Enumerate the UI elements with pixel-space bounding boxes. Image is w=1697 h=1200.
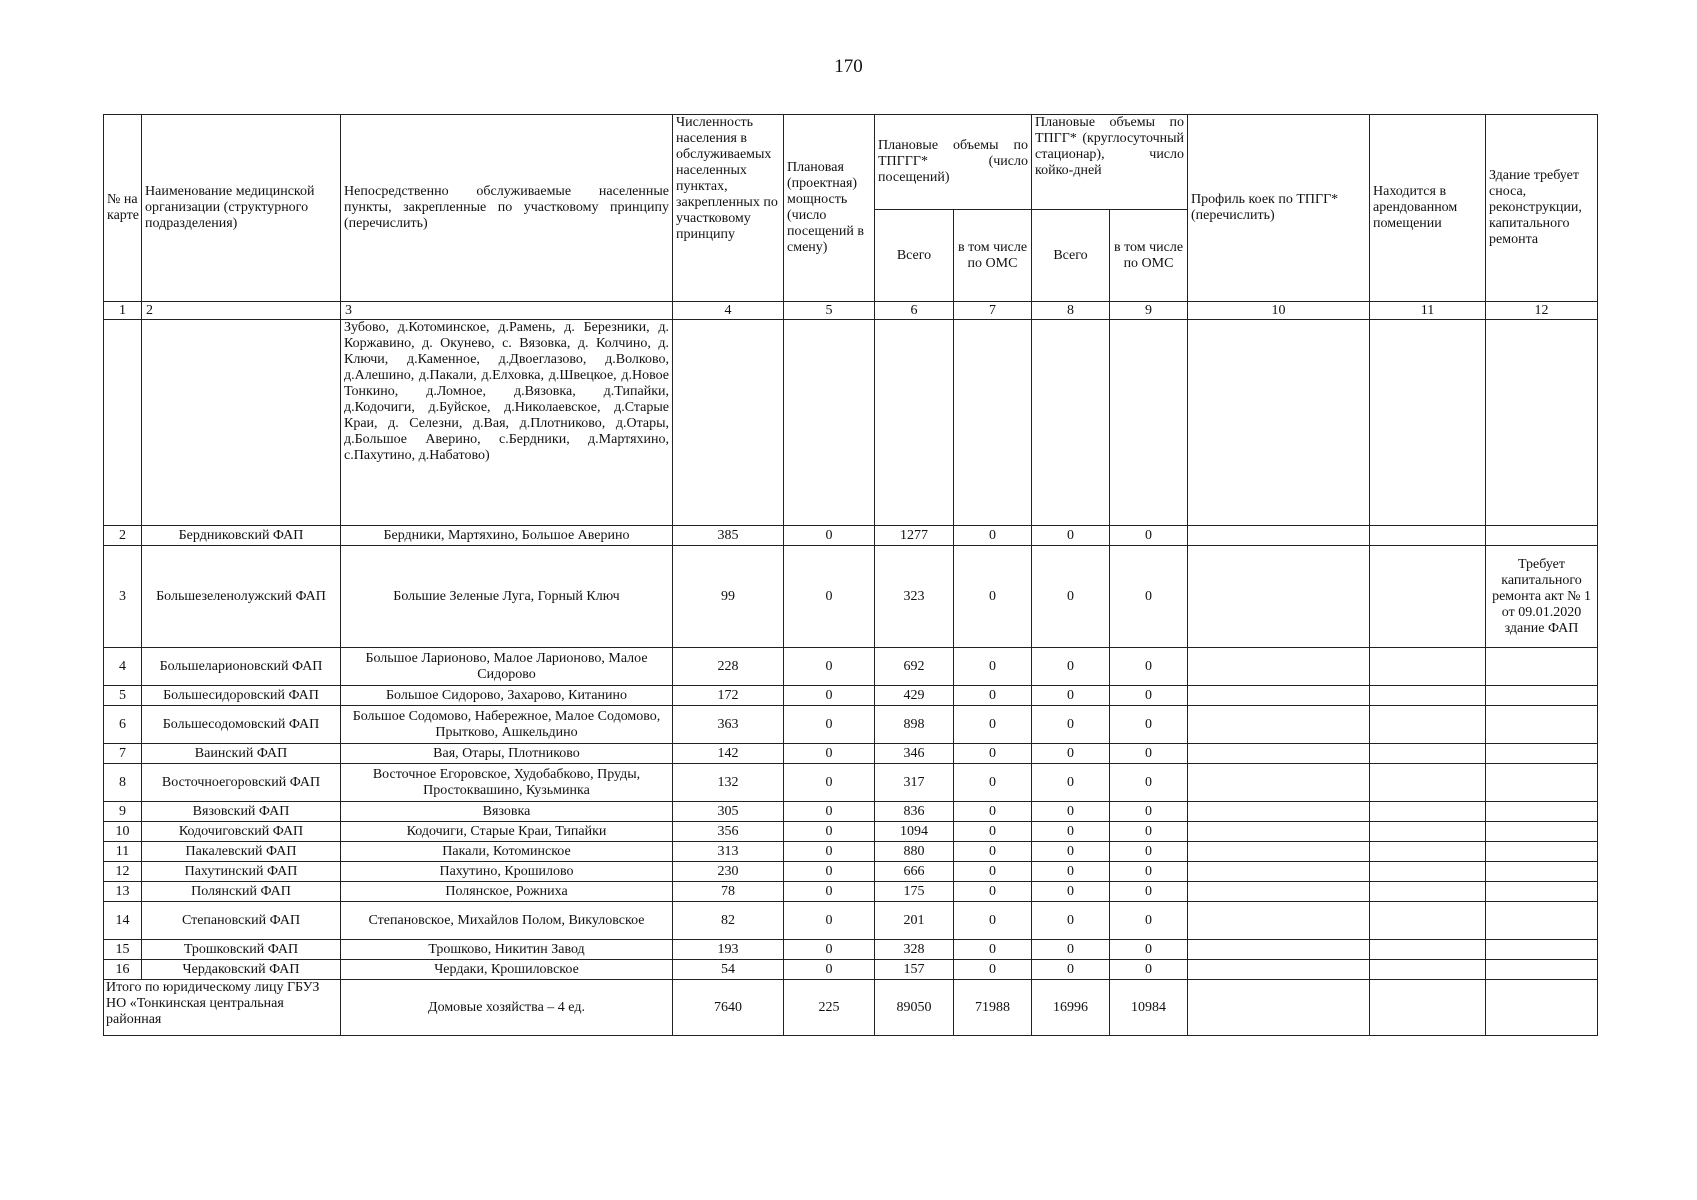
capacity-cell: 0 <box>784 526 875 546</box>
population-cell: 193 <box>673 940 784 960</box>
profile-cell <box>1188 862 1370 882</box>
visits-oms-cell: 0 <box>954 526 1032 546</box>
visits-oms-cell: 0 <box>954 706 1032 744</box>
population-cell: 78 <box>673 882 784 902</box>
table-row <box>104 546 1598 648</box>
visits-oms-cell: 0 <box>954 546 1032 648</box>
col-number: 10 <box>1188 302 1370 320</box>
facility-name: Ваинский ФАП <box>142 744 341 764</box>
col-number: 8 <box>1032 302 1110 320</box>
total-visits-oms: 71988 <box>954 980 1032 1036</box>
visits-oms-cell: 0 <box>954 902 1032 940</box>
table-row <box>104 842 1598 862</box>
facility-name: Бердниковский ФАП <box>142 526 341 546</box>
settlements-cell: Пакали, Котоминское <box>341 842 673 862</box>
building-cell <box>1486 686 1598 706</box>
profile-cell <box>1188 546 1370 648</box>
col-number: 4 <box>673 302 784 320</box>
visits-cell: 175 <box>875 882 954 902</box>
rented-cell <box>1370 686 1486 706</box>
rented-cell <box>1370 842 1486 862</box>
beddays-oms-cell: 0 <box>1110 960 1188 980</box>
capacity-cell: 0 <box>784 802 875 822</box>
settlements-cell: Степановское, Михайлов Полом, Викуловское <box>341 902 673 940</box>
beddays-cell: 0 <box>1032 706 1110 744</box>
capacity-cell: 0 <box>784 902 875 940</box>
population-cell: 228 <box>673 648 784 686</box>
facility-name: Большеларионовский ФАП <box>142 648 341 686</box>
beddays-oms-cell: 0 <box>1110 526 1188 546</box>
facility-name: Большезеленолужский ФАП <box>142 546 341 648</box>
profile-cell <box>1188 764 1370 802</box>
facility-name: Восточноегоровский ФАП <box>142 764 341 802</box>
capacity-cell: 0 <box>784 686 875 706</box>
capacity-cell: 0 <box>784 842 875 862</box>
profile-cell <box>1188 648 1370 686</box>
total-label: Итого по юридическому лицу ГБУЗ НО «Тонкинская центральная районная <box>104 980 341 1036</box>
total-beddays-oms: 10984 <box>1110 980 1188 1036</box>
facility-name: Пахутинский ФАП <box>142 862 341 882</box>
beddays-oms-cell: 0 <box>1110 686 1188 706</box>
capacity-cell: 0 <box>784 882 875 902</box>
col-number: 12 <box>1486 302 1598 320</box>
visits-cell: 201 <box>875 902 954 940</box>
facility-name: Чердаковский ФАП <box>142 960 341 980</box>
population-cell: 230 <box>673 862 784 882</box>
capacity-cell: 0 <box>784 960 875 980</box>
beddays-oms-cell: 0 <box>1110 764 1188 802</box>
col-number: 3 <box>341 302 673 320</box>
population-cell: 142 <box>673 744 784 764</box>
facility-name: Кодочиговский ФАП <box>142 822 341 842</box>
visits-oms-cell: 0 <box>954 882 1032 902</box>
row-num: 2 <box>104 526 142 546</box>
beddays-cell: 0 <box>1032 842 1110 862</box>
capacity-cell: 0 <box>784 764 875 802</box>
beddays-cell: 0 <box>1032 902 1110 940</box>
row-num: 8 <box>104 764 142 802</box>
rented-cell <box>1370 882 1486 902</box>
beddays-cell: 0 <box>1032 822 1110 842</box>
visits-oms-cell: 0 <box>954 744 1032 764</box>
settlements-cell: Большое Сидорово, Захарово, Китанино <box>341 686 673 706</box>
population-cell: 305 <box>673 802 784 822</box>
visits-oms-cell: 0 <box>954 648 1032 686</box>
facility-name: Вязовский ФАП <box>142 802 341 822</box>
building-cell <box>1486 764 1598 802</box>
building-cell <box>1486 940 1598 960</box>
population-cell: 313 <box>673 842 784 862</box>
beddays-cell: 0 <box>1032 882 1110 902</box>
facilities-table <box>103 114 1598 1036</box>
settlements-cell: Восточное Егоровское, Худобабково, Пруды, Простоквашино, Кузьминка <box>341 764 673 802</box>
beddays-cell: 0 <box>1032 940 1110 960</box>
table-row <box>104 648 1598 686</box>
building-cell <box>1486 842 1598 862</box>
row-num: 11 <box>104 842 142 862</box>
profile-cell <box>1188 744 1370 764</box>
visits-oms-cell: 0 <box>954 842 1032 862</box>
visits-oms-cell: 0 <box>954 822 1032 842</box>
table-row <box>104 526 1598 546</box>
settlements-cell: Большое Ларионово, Малое Ларионово, Малое Сидорово <box>341 648 673 686</box>
building-cell <box>1486 862 1598 882</box>
visits-cell: 692 <box>875 648 954 686</box>
visits-cell: 429 <box>875 686 954 706</box>
rented-cell <box>1370 862 1486 882</box>
row-num: 14 <box>104 902 142 940</box>
facility-name: Трошковский ФАП <box>142 940 341 960</box>
header-visits-total: Всего <box>875 210 954 302</box>
building-cell <box>1486 526 1598 546</box>
visits-cell: 328 <box>875 940 954 960</box>
settlements-cell: Кодочиги, Старые Краи, Типайки <box>341 822 673 842</box>
profile-cell <box>1188 802 1370 822</box>
header-population: Численность населения в обслуживаемых населенных пунктах, закрепленных по участковому принципу <box>673 115 784 302</box>
row-num: 15 <box>104 940 142 960</box>
visits-cell: 880 <box>875 842 954 862</box>
population-cell: 99 <box>673 546 784 648</box>
building-cell: Требует капитального ремонта акт № 1 от 09.01.2020 здание ФАП <box>1486 546 1598 648</box>
profile-cell <box>1188 686 1370 706</box>
rented-cell <box>1370 706 1486 744</box>
beddays-cell: 0 <box>1032 686 1110 706</box>
settlements-cell: Бердники, Мартяхино, Большое Аверино <box>341 526 673 546</box>
col-number: 7 <box>954 302 1032 320</box>
total-row <box>104 980 1598 1036</box>
beddays-oms-cell: 0 <box>1110 862 1188 882</box>
beddays-cell: 0 <box>1032 744 1110 764</box>
total-settlements: Домовые хозяйства – 4 ед. <box>341 980 673 1036</box>
building-cell <box>1486 960 1598 980</box>
settlements-cell: Полянское, Рожниха <box>341 882 673 902</box>
header-settlements: Непосредственно обслуживаемые населенные пункты, закрепленные по участковому принципу (перечислить) <box>341 115 673 302</box>
header-row-1 <box>104 115 1598 210</box>
capacity-cell: 0 <box>784 822 875 842</box>
header-beddays-total: Всего <box>1032 210 1110 302</box>
building-cell <box>1486 706 1598 744</box>
row-num: 13 <box>104 882 142 902</box>
row-num: 9 <box>104 802 142 822</box>
settlements-cell: Большие Зеленые Луга, Горный Ключ <box>341 546 673 648</box>
visits-oms-cell: 0 <box>954 686 1032 706</box>
capacity-cell: 0 <box>784 862 875 882</box>
building-cell <box>1486 802 1598 822</box>
profile-cell <box>1188 902 1370 940</box>
beddays-cell: 0 <box>1032 526 1110 546</box>
rented-cell <box>1370 546 1486 648</box>
facility-name: Степановский ФАП <box>142 902 341 940</box>
facility-name: Большесодомовский ФАП <box>142 706 341 744</box>
table-row <box>104 960 1598 980</box>
table-row <box>104 882 1598 902</box>
total-beddays: 16996 <box>1032 980 1110 1036</box>
rented-cell <box>1370 526 1486 546</box>
population-cell: 356 <box>673 822 784 842</box>
settlements-cell: Чердаки, Крошиловское <box>341 960 673 980</box>
beddays-cell: 0 <box>1032 862 1110 882</box>
total-capacity: 225 <box>784 980 875 1036</box>
beddays-cell: 0 <box>1032 764 1110 802</box>
visits-oms-cell: 0 <box>954 862 1032 882</box>
row-num: 10 <box>104 822 142 842</box>
settlements-cell: Вязовка <box>341 802 673 822</box>
visits-oms-cell: 0 <box>954 764 1032 802</box>
capacity-cell: 0 <box>784 546 875 648</box>
visits-cell: 157 <box>875 960 954 980</box>
settlements-cell: Трошково, Никитин Завод <box>341 940 673 960</box>
beddays-cell: 0 <box>1032 802 1110 822</box>
col-number: 2 <box>142 302 341 320</box>
table-row <box>104 706 1598 744</box>
population-cell: 363 <box>673 706 784 744</box>
beddays-oms-cell: 0 <box>1110 882 1188 902</box>
rented-cell <box>1370 802 1486 822</box>
building-cell <box>1486 648 1598 686</box>
col-number: 9 <box>1110 302 1188 320</box>
beddays-cell: 0 <box>1032 648 1110 686</box>
table-row <box>104 686 1598 706</box>
table-row <box>104 764 1598 802</box>
beddays-oms-cell: 0 <box>1110 706 1188 744</box>
capacity-cell: 0 <box>784 744 875 764</box>
col-number: 5 <box>784 302 875 320</box>
continuation-settlements: Зубово, д.Котоминское, д.Рамень, д. Березники, д. Коржавино, д. Окунево, с. Вязовка, д. Колчино, д. Ключи, д.Каменное, д.Двоеглазово, д.Волково, д.Алешино, д.Пакали, д.Елховка, д.Швецкое, д.Новое Тонкино, д.Ломное, д.Вязовка, д.Типайки, д.Кодочиги, д.Буйское, д.Николаевское, д.Старые Краи, д. Селезни, д.Вая, д.Плотниково, д.Отары, д.Большое Аверино, с.Бердники, д.Мартяхино, с.Пахутино, д.Набатово) <box>341 320 673 526</box>
table-row <box>104 902 1598 940</box>
row-num: 6 <box>104 706 142 744</box>
population-cell: 385 <box>673 526 784 546</box>
capacity-cell: 0 <box>784 940 875 960</box>
beddays-oms-cell: 0 <box>1110 940 1188 960</box>
beddays-oms-cell: 0 <box>1110 744 1188 764</box>
profile-cell <box>1188 960 1370 980</box>
header-rented: Находится в арендованном помещении <box>1370 115 1486 302</box>
continuation-row <box>104 320 1598 526</box>
visits-cell: 317 <box>875 764 954 802</box>
rented-cell <box>1370 902 1486 940</box>
building-cell <box>1486 902 1598 940</box>
beddays-oms-cell: 0 <box>1110 822 1188 842</box>
rented-cell <box>1370 744 1486 764</box>
rented-cell <box>1370 822 1486 842</box>
facility-name: Пакалевский ФАП <box>142 842 341 862</box>
facility-name: Большесидоровский ФАП <box>142 686 341 706</box>
row-num: 3 <box>104 546 142 648</box>
table-row <box>104 744 1598 764</box>
visits-cell: 323 <box>875 546 954 648</box>
row-num: 16 <box>104 960 142 980</box>
beddays-oms-cell: 0 <box>1110 546 1188 648</box>
rented-cell <box>1370 648 1486 686</box>
building-cell <box>1486 744 1598 764</box>
page-number: 170 <box>834 56 863 77</box>
header-hospital-group: Плановые объемы по ТПГГ* (круглосуточный стационар), число койко-дней <box>1032 115 1188 210</box>
rented-cell <box>1370 764 1486 802</box>
profile-cell <box>1188 706 1370 744</box>
visits-oms-cell: 0 <box>954 960 1032 980</box>
visits-oms-cell: 0 <box>954 802 1032 822</box>
population-cell: 54 <box>673 960 784 980</box>
capacity-cell: 0 <box>784 648 875 686</box>
capacity-cell: 0 <box>784 706 875 744</box>
col-number: 11 <box>1370 302 1486 320</box>
total-rented <box>1370 980 1486 1036</box>
settlements-cell: Вая, Отары, Плотниково <box>341 744 673 764</box>
header-visits-oms: в том числе по ОМС <box>954 210 1032 302</box>
profile-cell <box>1188 882 1370 902</box>
header-visits-group: Плановые объемы по ТПГГГ* (число посещений) <box>875 115 1032 210</box>
visits-cell: 1094 <box>875 822 954 842</box>
header-num: № на карте <box>104 115 142 302</box>
beddays-cell: 0 <box>1032 546 1110 648</box>
table-row <box>104 940 1598 960</box>
beddays-oms-cell: 0 <box>1110 902 1188 940</box>
visits-cell: 1277 <box>875 526 954 546</box>
header-beds-profile: Профиль коек по ТПГГ* (перечислить) <box>1188 115 1370 302</box>
header-capacity: Плановая (проектная) мощность (число посещений в смену) <box>784 115 875 302</box>
beddays-oms-cell: 0 <box>1110 648 1188 686</box>
building-cell <box>1486 822 1598 842</box>
settlements-cell: Большое Содомово, Набережное, Малое Содомово, Прытково, Ашкельдино <box>341 706 673 744</box>
total-visits: 89050 <box>875 980 954 1036</box>
table-row <box>104 822 1598 842</box>
row-num: 5 <box>104 686 142 706</box>
beddays-cell: 0 <box>1032 960 1110 980</box>
row-num: 12 <box>104 862 142 882</box>
total-population: 7640 <box>673 980 784 1036</box>
rented-cell <box>1370 940 1486 960</box>
profile-cell <box>1188 842 1370 862</box>
profile-cell <box>1188 940 1370 960</box>
visits-oms-cell: 0 <box>954 940 1032 960</box>
total-profile <box>1188 980 1370 1036</box>
visits-cell: 666 <box>875 862 954 882</box>
visits-cell: 836 <box>875 802 954 822</box>
visits-cell: 898 <box>875 706 954 744</box>
profile-cell <box>1188 822 1370 842</box>
beddays-oms-cell: 0 <box>1110 842 1188 862</box>
table-row <box>104 862 1598 882</box>
beddays-oms-cell: 0 <box>1110 802 1188 822</box>
header-beddays-oms: в том числе по ОМС <box>1110 210 1188 302</box>
population-cell: 172 <box>673 686 784 706</box>
settlements-cell: Пахутино, Крошилово <box>341 862 673 882</box>
table-row <box>104 802 1598 822</box>
row-num: 7 <box>104 744 142 764</box>
visits-cell: 346 <box>875 744 954 764</box>
col-number: 1 <box>104 302 142 320</box>
header-name: Наименование медицинской организации (структурного подразделения) <box>142 115 341 302</box>
building-cell <box>1486 882 1598 902</box>
col-number: 6 <box>875 302 954 320</box>
column-number-row <box>104 302 1598 320</box>
rented-cell <box>1370 960 1486 980</box>
population-cell: 82 <box>673 902 784 940</box>
header-building: Здание требует сноса, реконструкции, капитального ремонта <box>1486 115 1598 302</box>
total-building <box>1486 980 1598 1036</box>
facility-name: Полянский ФАП <box>142 882 341 902</box>
profile-cell <box>1188 526 1370 546</box>
population-cell: 132 <box>673 764 784 802</box>
row-num: 4 <box>104 648 142 686</box>
